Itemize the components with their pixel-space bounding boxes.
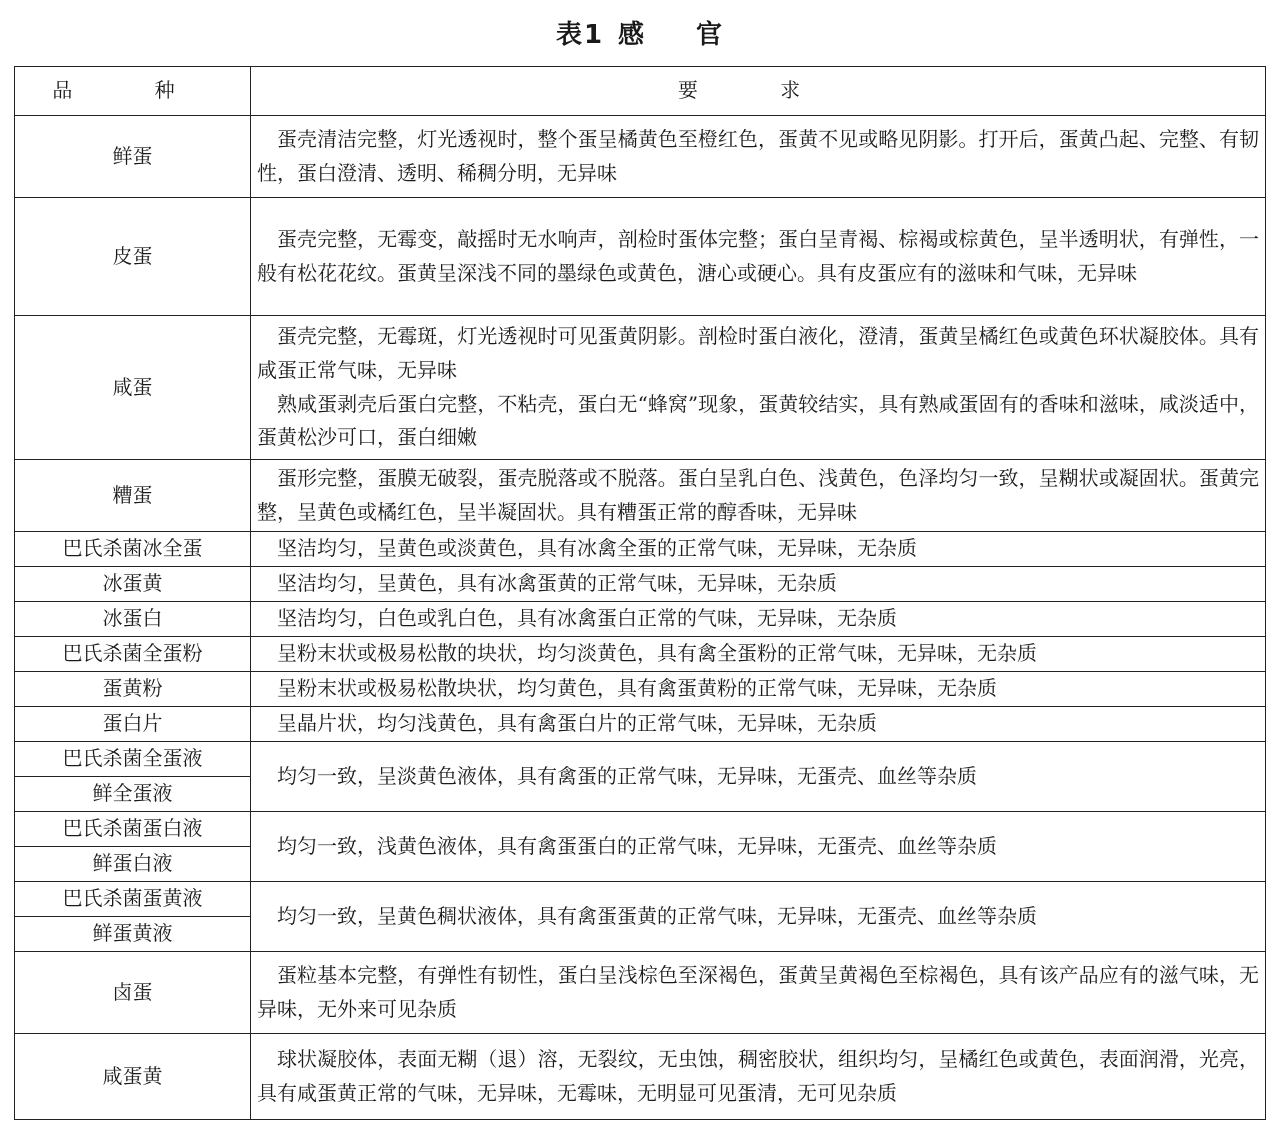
variety-cell: 鲜蛋黄液: [15, 917, 251, 952]
requirement-text: 均匀一致，呈淡黄色液体，具有禽蛋的正常气味，无异味，无蛋壳、血丝等杂质: [277, 763, 977, 788]
requirement-text: 均匀一致，浅黄色液体，具有禽蛋蛋白的正常气味，无异味，无蛋壳、血丝等杂质: [277, 833, 997, 858]
requirement-cell: [251, 812, 1266, 882]
table-row: [15, 532, 1266, 567]
requirement-text: 蛋粒基本完整，有弹性有韧性，蛋白呈浅棕色至深褐色，蛋黄呈黄褐色至棕褐色，具有该产品应有的滋气味，无异味，无外来可见杂质: [257, 962, 1259, 1021]
variety-cell: 巴氏杀菌冰全蛋: [15, 532, 251, 567]
requirement-text: 坚洁均匀，白色或乳白色，具有冰禽蛋白正常的气味，无异味，无杂质: [277, 606, 897, 631]
requirement-cell: [251, 460, 1266, 532]
table-row: [15, 316, 1266, 460]
table-body: [15, 116, 1266, 1120]
table-row: [15, 742, 1266, 777]
table-row: [15, 882, 1266, 917]
requirement-text: 蛋形完整，蛋膜无破裂，蛋壳脱落或不脱落。蛋白呈乳白色、浅黄色，色泽均匀一致，呈糊状或凝固状。蛋黄完整，呈黄色或橘红色，呈半凝固状。具有糟蛋正常的醇香味，无异味: [257, 465, 1259, 524]
variety-cell: 咸蛋: [15, 316, 251, 460]
variety-cell: 冰蛋白: [15, 602, 251, 637]
variety-cell: 卤蛋: [15, 952, 251, 1034]
table-row: [15, 602, 1266, 637]
requirement-text: 坚洁均匀，呈黄色，具有冰禽蛋黄的正常气味，无异味，无杂质: [277, 571, 837, 596]
table-row: [15, 1034, 1266, 1120]
requirement-text: 熟咸蛋剥壳后蛋白完整，不粘壳，蛋白无“蜂窝”现象，蛋黄较结实，具有熟咸蛋固有的香味和滋味，咸淡适中，蛋黄松沙可口，蛋白细嫩: [257, 391, 1259, 450]
table-row: [15, 707, 1266, 742]
requirement-cell: [251, 602, 1266, 637]
requirement-text: 球状凝胶体，表面无糊（退）溶，无裂纹，无虫蚀，稠密胶状，组织均匀，呈橘红色或黄色，表面润滑，光亮，具有咸蛋黄正常的气味，无异味，无霉味，无明显可见蛋清，无可见杂质: [257, 1046, 1259, 1105]
requirement-cell: [251, 1034, 1266, 1120]
variety-cell: 糟蛋: [15, 460, 251, 532]
table-row: [15, 637, 1266, 672]
requirement-text: 蛋壳清洁完整，灯光透视时，整个蛋呈橘黄色至橙红色，蛋黄不见或略见阴影。打开后，蛋黄凸起、完整、有韧性，蛋白澄清、透明、稀稠分明，无异味: [257, 126, 1259, 185]
requirement-text: 呈粉末状或极易松散块状，均匀黄色，具有禽蛋黄粉的正常气味，无异味，无杂质: [277, 676, 997, 701]
requirement-text: 蛋壳完整，无霉变，敲摇时无水响声，剖检时蛋体完整；蛋白呈青褐、棕褐或棕黄色，呈半透明状，有弹性，一般有松花花纹。蛋黄呈深浅不同的墨绿色或黄色，溏心或硬心。具有皮蛋应有的滋味和气味，无异味: [257, 226, 1259, 285]
requirement-text: 均匀一致，呈黄色稠状液体，具有禽蛋蛋黄的正常气味，无异味，无蛋壳、血丝等杂质: [277, 903, 1037, 928]
table-row: [15, 460, 1266, 532]
header-requirement: 要 求: [251, 67, 1266, 116]
header-variety: 品 种: [15, 67, 251, 116]
header-row: [15, 67, 1266, 116]
requirement-cell: [251, 567, 1266, 602]
variety-cell: 鲜全蛋液: [15, 777, 251, 812]
requirement-cell: [251, 882, 1266, 952]
requirement-cell: [251, 198, 1266, 316]
requirement-cell: [251, 532, 1266, 567]
requirement-cell: [251, 672, 1266, 707]
requirement-text: 呈晶片状，均匀浅黄色，具有禽蛋白片的正常气味，无异味，无杂质: [277, 711, 877, 736]
variety-cell: 咸蛋黄: [15, 1034, 251, 1120]
variety-cell: 巴氏杀菌全蛋粉: [15, 637, 251, 672]
requirement-text: 坚洁均匀，呈黄色或淡黄色，具有冰禽全蛋的正常气味，无异味，无杂质: [277, 536, 917, 561]
variety-cell: 巴氏杀菌全蛋液: [15, 742, 251, 777]
variety-cell: 鲜蛋白液: [15, 847, 251, 882]
requirement-text: 蛋壳完整，无霉斑，灯光透视时可见蛋黄阴影。剖检时蛋白液化，澄清，蛋黄呈橘红色或黄色环状凝胶体。具有咸蛋正常气味，无异味: [257, 324, 1259, 382]
requirement-cell: [251, 742, 1266, 812]
title-word-1: 感: [618, 20, 647, 50]
table-row: [15, 672, 1266, 707]
variety-cell: 皮蛋: [15, 198, 251, 316]
table-row: [15, 116, 1266, 198]
variety-cell: 蛋黄粉: [15, 672, 251, 707]
variety-cell: 巴氏杀菌蛋黄液: [15, 882, 251, 917]
variety-cell: 巴氏杀菌蛋白液: [15, 812, 251, 847]
variety-cell: 冰蛋黄: [15, 567, 251, 602]
title-word-2: 官: [696, 20, 725, 50]
requirement-text: 呈粉末状或极易松散的块状，均匀淡黄色，具有禽全蛋粉的正常气味，无异味，无杂质: [277, 641, 1037, 666]
requirement-cell: [251, 637, 1266, 672]
table-row: [15, 812, 1266, 847]
variety-cell: 鲜蛋: [15, 116, 251, 198]
requirement-cell: [251, 952, 1266, 1034]
table-number: 表1: [555, 20, 605, 50]
table-row: [15, 952, 1266, 1034]
variety-cell: 蛋白片: [15, 707, 251, 742]
requirement-cell: [251, 316, 1266, 460]
requirement-cell: [251, 707, 1266, 742]
table-row: [15, 567, 1266, 602]
requirement-cell: [251, 116, 1266, 198]
sensory-table: [14, 66, 1266, 1120]
table-title: [0, 14, 1280, 51]
table-row: [15, 198, 1266, 316]
